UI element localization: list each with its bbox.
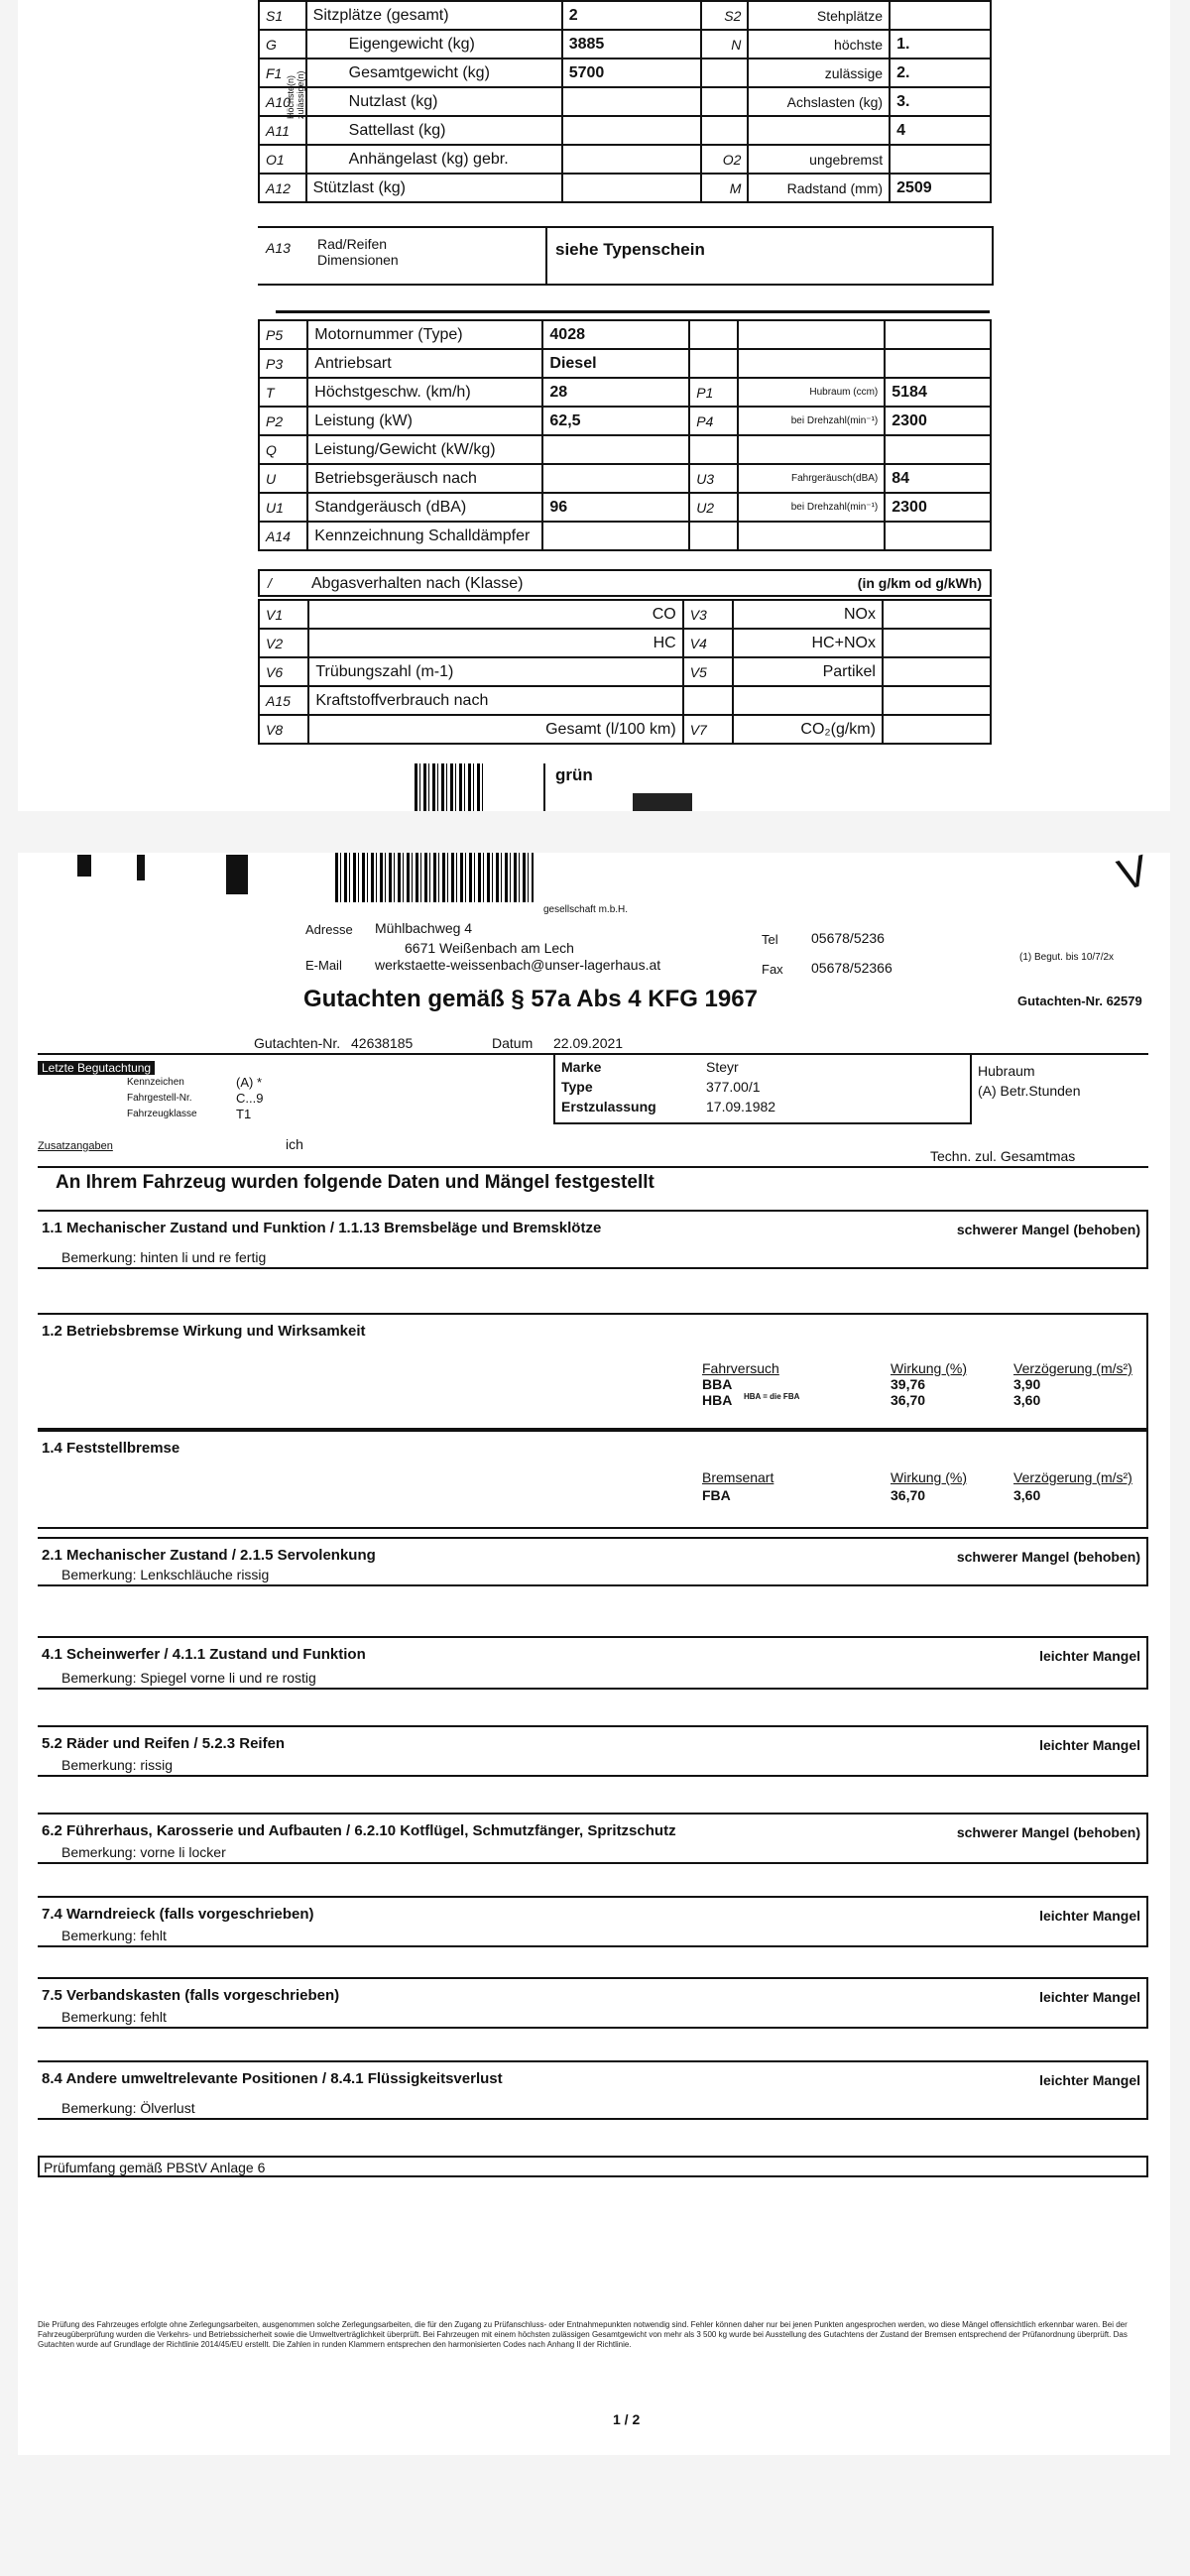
- vehicle-field-label: Fahrzeugklasse: [127, 1109, 197, 1119]
- field-value: [562, 116, 701, 145]
- field-code: G: [259, 30, 306, 59]
- field-label: Nutzlast (kg): [306, 87, 562, 116]
- defect-title: 6.2 Führerhaus, Karosserie und Aufbauten / 6.2.10 Kotflügel, Schmutzfänger, Spritzschutz: [42, 1822, 676, 1839]
- field-label-2: HC+NOx: [733, 629, 883, 657]
- field-code: Q: [259, 435, 307, 464]
- field-value-2: 3.: [890, 87, 991, 116]
- field-label-2: CO₂(g/km): [733, 715, 883, 744]
- abgas-row: / Abgasverhalten nach (Klasse) (in g/km od g/kWh): [258, 569, 992, 597]
- brake-header-decel: Verzögerung (m/s²): [1013, 1360, 1132, 1376]
- field-code-2: O2: [701, 145, 748, 174]
- report-number-right: Gutachten-Nr. 62579: [1017, 994, 1142, 1008]
- field-label: Betriebsgeräusch nach: [307, 464, 542, 493]
- field-code-2: [689, 320, 738, 349]
- tel-value: 05678/5236: [811, 930, 885, 946]
- field-label-2: [738, 349, 885, 378]
- field-value: [562, 87, 701, 116]
- field-label: HC: [308, 629, 682, 657]
- field-label-2: Partikel: [733, 657, 883, 686]
- weights-row: [259, 116, 991, 145]
- field-value-2: 2509: [890, 174, 991, 202]
- field-value-2: 2.: [890, 59, 991, 87]
- field-code-2: [689, 435, 738, 464]
- field-code-2: [689, 522, 738, 550]
- vertical-label: Höchste(n) zulässige(n): [286, 70, 305, 119]
- section-heading: An Ihrem Fahrzeug wurden folgende Daten und Mängel festgestellt: [56, 1172, 654, 1193]
- inspection-scope: Prüfumfang gemäß PBStV Anlage 6: [44, 2160, 266, 2175]
- park-header-effect: Wirkung (%): [891, 1469, 968, 1485]
- field-value: [562, 145, 701, 174]
- inspection-report-sheet: [18, 846, 1170, 2455]
- field-code: A11: [259, 116, 306, 145]
- field-label-2: bei Drehzahl(min⁻¹): [738, 493, 885, 522]
- brake-header-effect: Wirkung (%): [891, 1360, 968, 1376]
- defect-severity: schwerer Mangel (behoben): [956, 1222, 1140, 1237]
- field-code-2: [701, 59, 748, 87]
- field-code: S1: [259, 1, 306, 30]
- field-label: Sitzplätze (gesamt): [306, 1, 562, 30]
- defect-severity: leichter Mangel: [1039, 2072, 1140, 2088]
- field-label: Trübungszahl (m-1): [308, 657, 682, 686]
- field-label: Sattellast (kg): [306, 116, 562, 145]
- abgas-unit: (in g/km od g/kWh): [857, 575, 982, 591]
- defect-item: [38, 1313, 1148, 1430]
- weights-row: [259, 30, 991, 59]
- field-value-2: [883, 686, 991, 715]
- field-label-2: Fahrgeräusch(dBA): [738, 464, 885, 493]
- field-code: V8: [259, 715, 308, 744]
- engine-table: [258, 319, 992, 551]
- field-label-2: [733, 686, 883, 715]
- first-registration-label: Erstzulassung: [561, 1099, 656, 1114]
- defect-title: 2.1 Mechanischer Zustand / 2.1.5 Servolenkung: [42, 1547, 376, 1564]
- date-label: Datum: [492, 1035, 534, 1051]
- field-label-2: [748, 116, 890, 145]
- field-label: Höchstgeschw. (km/h): [307, 378, 542, 407]
- type-value: 377.00/1: [706, 1079, 761, 1095]
- defect-item: [38, 1537, 1148, 1586]
- type-label: Type: [561, 1079, 593, 1095]
- displacement-label: Hubraum: [978, 1063, 1035, 1079]
- weights-row: [259, 145, 991, 174]
- brake-row-decel: 3,60: [1013, 1392, 1041, 1408]
- field-label-2: zulässige: [748, 59, 890, 87]
- field-label: Gesamt (l/100 km): [308, 715, 682, 744]
- vehicle-field-value: C...9: [236, 1091, 264, 1106]
- abgas-label: Abgasverhalten nach (Klasse): [311, 575, 524, 592]
- brake-row-decel: 3,90: [1013, 1376, 1041, 1392]
- field-label-2: NOx: [733, 600, 883, 629]
- field-code-2: [701, 87, 748, 116]
- field-label: CO: [308, 600, 682, 629]
- field-code-2: U2: [689, 493, 738, 522]
- fax-value: 05678/52366: [811, 960, 892, 976]
- park-row-effect: 36,70: [891, 1487, 926, 1503]
- rad-reifen-row: [258, 226, 994, 286]
- legal-fine-print: Die Prüfung des Fahrzeuges erfolgte ohne Zerlegungsarbeiten, ausgenommen solche Zerlegungsarbeiten, die für den Zugang zu Prüfanschluss- oder Entnahmepunkten notwendig sind. Fehler können daher nur bei jenen Punkten angesprochen werden, wo diese Mängel offensichtlich erkennbar waren. Bei der Fahrzeugüberprüfung wurden die Verkehrs- und Betriebssicherheit sowie die Umweltverträglichkeit überprüft. Bei Fahrzeugen mit einem höchsten zulässigen Gesamtgewicht von mehr als 3 500 kg wurde bei Ausstellung des Gutachtens der Zustand der Bremsen entsprechend der Prüfanordnung überprüft. Das Gutachten wurde auf Grundlage der Richtlinie 2014/45/EU erstellt. Die Zahlen in runden Klammern entsprechen den harmonisierten Codes nach Anhang II der Richtlinie.: [38, 2320, 1128, 2349]
- field-label-2: [738, 320, 885, 349]
- address-line2: 6671 Weißenbach am Lech: [405, 940, 574, 956]
- field-value: [542, 435, 689, 464]
- field-code-2: V4: [683, 629, 733, 657]
- brake-row-effect: 36,70: [891, 1392, 926, 1408]
- field-value-2: 2300: [885, 493, 991, 522]
- field-code-2: M: [701, 174, 748, 202]
- field-value-2: [885, 320, 991, 349]
- first-registration-value: 17.09.1982: [706, 1099, 776, 1114]
- field-label: Eigengewicht (kg): [306, 30, 562, 59]
- defect-severity: leichter Mangel: [1039, 1648, 1140, 1664]
- field-label: Standgeräusch (dBA): [307, 493, 542, 522]
- rad-reifen-label: Rad/Reifen Dimensionen: [317, 236, 399, 268]
- email-value: werkstaette-weissenbach@unser-lagerhaus.at: [375, 957, 661, 973]
- field-code: V1: [259, 600, 308, 629]
- defect-remark: Bemerkung: Spiegel vorne li und re rostig: [61, 1670, 316, 1686]
- emissions-row: [259, 657, 991, 686]
- field-code: P3: [259, 349, 307, 378]
- field-value-2: [890, 145, 991, 174]
- defect-title: 5.2 Räder und Reifen / 5.2.3 Reifen: [42, 1735, 286, 1752]
- field-value-2: [883, 715, 991, 744]
- field-label-2: Radstand (mm): [748, 174, 890, 202]
- vehicle-field-value: T1: [236, 1107, 252, 1121]
- brake-row-name: HBA: [702, 1392, 733, 1408]
- defect-item: [38, 1210, 1148, 1269]
- defect-remark: Bemerkung: rissig: [61, 1757, 174, 1773]
- engine-row: [259, 349, 991, 378]
- address-label: Adresse: [305, 922, 353, 937]
- field-code: T: [259, 378, 307, 407]
- field-value-2: 5184: [885, 378, 991, 407]
- field-label: Motornummer (Type): [307, 320, 542, 349]
- field-label: Kennzeichnung Schalldämpfer: [307, 522, 542, 550]
- defect-title: 4.1 Scheinwerfer / 4.1.1 Zustand und Funktion: [42, 1646, 366, 1663]
- defect-remark: Bemerkung: hinten li und re fertig: [61, 1249, 267, 1265]
- defect-severity: schwerer Mangel (behoben): [956, 1824, 1140, 1840]
- field-value-2: 2300: [885, 407, 991, 435]
- field-value-2: [890, 1, 991, 30]
- company-name: gesellschaft m.b.H.: [543, 904, 629, 915]
- defect-title: 1.2 Betriebsbremse Wirkung und Wirksamkeit: [42, 1323, 366, 1340]
- engine-row: [259, 378, 991, 407]
- field-label-2: Stehplätze: [748, 1, 890, 30]
- engine-row: [259, 435, 991, 464]
- field-label-2: [738, 522, 885, 550]
- field-code-2: N: [701, 30, 748, 59]
- field-value: [562, 174, 701, 202]
- rad-reifen-value: siehe Typenschein: [555, 240, 705, 259]
- weights-table: [258, 0, 992, 203]
- field-label-2: bei Drehzahl(min⁻¹): [738, 407, 885, 435]
- field-value-2: [885, 349, 991, 378]
- engine-row: [259, 464, 991, 493]
- validity-note: (1) Begut. bis 10/7/2x: [1019, 952, 1115, 963]
- defect-severity: leichter Mangel: [1039, 1908, 1140, 1924]
- field-label-2: Achslasten (kg): [748, 87, 890, 116]
- field-value: [542, 522, 689, 550]
- field-value: 96: [542, 493, 689, 522]
- brake-row-effect: 39,76: [891, 1376, 926, 1392]
- field-code-2: U3: [689, 464, 738, 493]
- field-label-2: höchste: [748, 30, 890, 59]
- field-value: 62,5: [542, 407, 689, 435]
- park-row-decel: 3,60: [1013, 1487, 1041, 1503]
- field-code: V2: [259, 629, 308, 657]
- engine-row: [259, 320, 991, 349]
- field-code: V6: [259, 657, 308, 686]
- emissions-row: [259, 715, 991, 744]
- field-code-2: P4: [689, 407, 738, 435]
- field-code: P5: [259, 320, 307, 349]
- color-value: grün: [555, 765, 593, 784]
- operating-hours-label: (A) Betr.Stunden: [978, 1083, 1081, 1099]
- field-label: Leistung/Gewicht (kW/kg): [307, 435, 542, 464]
- email-label: E-Mail: [305, 958, 342, 973]
- field-label: Leistung (kW): [307, 407, 542, 435]
- field-value-2: [883, 657, 991, 686]
- field-code-2: V3: [683, 600, 733, 629]
- rad-reifen-code: A13: [266, 240, 291, 256]
- last-inspection-label: Letzte Begutachtung: [38, 1061, 155, 1075]
- defect-title: 7.5 Verbandskasten (falls vorgeschrieben): [42, 1987, 340, 2004]
- vehicle-field-label: Fahrgestell-Nr.: [127, 1093, 192, 1104]
- brand-value: Steyr: [706, 1059, 739, 1075]
- defect-remark: Bemerkung: vorne li locker: [61, 1844, 226, 1860]
- page-number: 1 / 2: [613, 2411, 641, 2427]
- field-value-2: 84: [885, 464, 991, 493]
- defect-item: [38, 1896, 1148, 1947]
- field-value: 5700: [562, 59, 701, 87]
- field-value: [542, 464, 689, 493]
- defect-title: 7.4 Warndreieck (falls vorgeschrieben): [42, 1906, 314, 1923]
- field-value-2: [885, 522, 991, 550]
- report-nr: 42638185: [351, 1035, 414, 1051]
- defect-remark: Bemerkung: Ölverlust: [61, 2100, 195, 2116]
- field-code-2: P1: [689, 378, 738, 407]
- field-label: Antriebsart: [307, 349, 542, 378]
- field-value-2: 1.: [890, 30, 991, 59]
- defect-item: [38, 2060, 1148, 2120]
- field-label: Anhängelast (kg) gebr.: [306, 145, 562, 174]
- field-code: A10: [259, 87, 306, 116]
- park-header-type: Bremsenart: [702, 1469, 774, 1485]
- tel-label: Tel: [762, 932, 778, 947]
- field-value: Diesel: [542, 349, 689, 378]
- field-value: 4028: [542, 320, 689, 349]
- defect-title: 8.4 Andere umweltrelevante Positionen / 8.4.1 Flüssigkeitsverlust: [42, 2070, 503, 2087]
- emissions-row: [259, 686, 991, 715]
- defect-item: [38, 1977, 1148, 2029]
- field-label-2: Hubraum (ccm): [738, 378, 885, 407]
- defect-remark: Bemerkung: fehlt: [61, 1928, 167, 1943]
- field-code: A14: [259, 522, 307, 550]
- address-line1: Mühlbachweg 4: [375, 920, 473, 936]
- report-nr-label: Gutachten-Nr.: [254, 1035, 341, 1051]
- defect-title: 1.4 Feststellbremse: [42, 1440, 180, 1457]
- weights-row: [259, 1, 991, 30]
- weights-row: [259, 87, 991, 116]
- defect-severity: schwerer Mangel (behoben): [956, 1549, 1140, 1565]
- field-label-2: [738, 435, 885, 464]
- emissions-table: [258, 599, 992, 745]
- field-value-2: [885, 435, 991, 464]
- additional-label: Zusatzangaben: [38, 1140, 113, 1152]
- field-value-2: [883, 629, 991, 657]
- field-code-2: V7: [683, 715, 733, 744]
- field-code: F1: [259, 59, 306, 87]
- engine-row: [259, 493, 991, 522]
- emissions-row: [259, 600, 991, 629]
- report-title: Gutachten gemäß § 57a Abs 4 KFG 1967: [303, 986, 758, 1012]
- brake-header-test: Fahrversuch: [702, 1360, 779, 1376]
- corner-mark: V: [1113, 846, 1154, 900]
- defect-item: [38, 1636, 1148, 1690]
- defect-severity: leichter Mangel: [1039, 1989, 1140, 2005]
- weights-row: [259, 174, 991, 202]
- field-code-2: [683, 686, 733, 715]
- field-code-2: V5: [683, 657, 733, 686]
- field-label: Kraftstoffverbrauch nach: [308, 686, 682, 715]
- field-code: P2: [259, 407, 307, 435]
- field-code: U: [259, 464, 307, 493]
- registration-sheet: [18, 0, 1170, 811]
- defect-remark: Bemerkung: Lenkschläuche rissig: [61, 1567, 270, 1582]
- field-code: O1: [259, 145, 306, 174]
- park-header-decel: Verzögerung (m/s²): [1013, 1469, 1132, 1485]
- field-value-2: 4: [890, 116, 991, 145]
- brake-row-note: HBA = die FBA: [744, 1392, 800, 1401]
- field-value: 3885: [562, 30, 701, 59]
- field-code-2: S2: [701, 1, 748, 30]
- field-label-2: ungebremst: [748, 145, 890, 174]
- brake-row-name: BBA: [702, 1376, 733, 1392]
- gross-weight-label: Techn. zul. Gesamtmas: [930, 1148, 1076, 1164]
- defect-item: [38, 1813, 1148, 1864]
- defect-severity: leichter Mangel: [1039, 1737, 1140, 1753]
- additional-value: ich: [286, 1136, 303, 1152]
- field-code: U1: [259, 493, 307, 522]
- engine-row: [259, 522, 991, 550]
- defect-item: [38, 1430, 1148, 1529]
- field-value-2: [883, 600, 991, 629]
- barcode-fragment: [415, 763, 484, 811]
- park-row-name: FBA: [702, 1487, 731, 1503]
- brand-label: Marke: [561, 1059, 602, 1075]
- field-label: Gesamtgewicht (kg): [306, 59, 562, 87]
- document-barcode: [335, 853, 534, 902]
- defect-item: [38, 1725, 1148, 1777]
- defect-remark: Bemerkung: fehlt: [61, 2009, 167, 2025]
- engine-row: [259, 407, 991, 435]
- date-value: 22.09.2021: [553, 1035, 624, 1051]
- field-value: 2: [562, 1, 701, 30]
- emissions-row: [259, 629, 991, 657]
- field-code: A12: [259, 174, 306, 202]
- field-value: 28: [542, 378, 689, 407]
- field-label: Stützlast (kg): [306, 174, 562, 202]
- fax-label: Fax: [762, 962, 783, 977]
- weights-row: [259, 59, 991, 87]
- vehicle-field-label: Kennzeichen: [127, 1077, 184, 1088]
- field-code-2: [701, 116, 748, 145]
- field-code: A15: [259, 686, 308, 715]
- defect-title: 1.1 Mechanischer Zustand und Funktion / 1.1.13 Bremsbeläge und Bremsklötze: [42, 1220, 602, 1236]
- vehicle-field-value: (A) *: [236, 1075, 262, 1090]
- field-code-2: [689, 349, 738, 378]
